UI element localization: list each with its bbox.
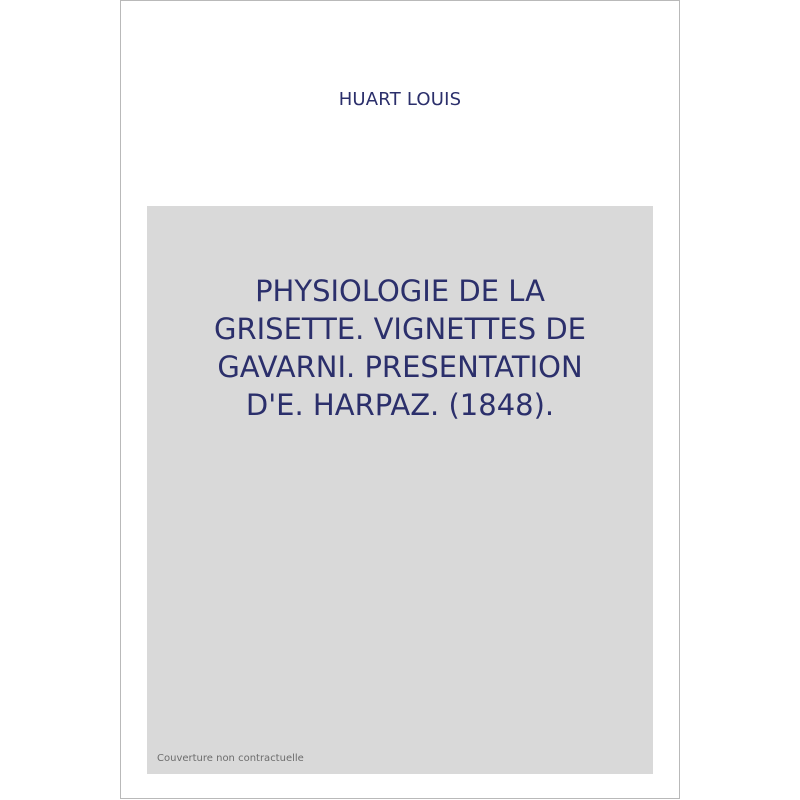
- book-cover: [120, 0, 680, 799]
- title-line: GAVARNI. PRESENTATION: [217, 350, 583, 384]
- author-name: HUART LOUIS: [338, 89, 462, 110]
- title-line: PHYSIOLOGIE DE LA: [255, 274, 545, 308]
- book-title: [147, 272, 653, 424]
- title-panel: [147, 206, 653, 774]
- title-line: GRISETTE. VIGNETTES DE: [214, 312, 586, 346]
- title-line: D'E. HARPAZ. (1848).: [245, 388, 555, 422]
- cover-disclaimer: Couverture non contractuelle: [157, 753, 304, 764]
